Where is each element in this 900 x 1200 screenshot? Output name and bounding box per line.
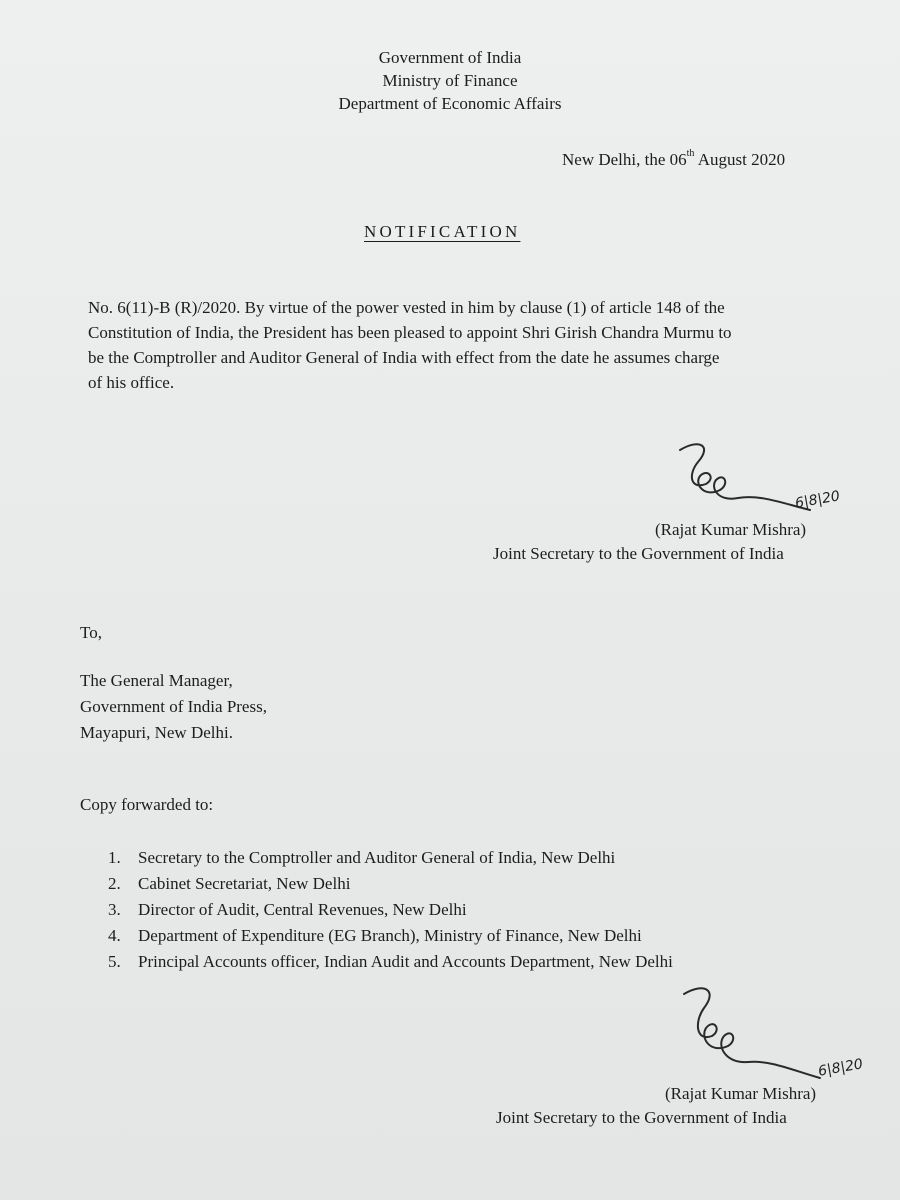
signatory-name-2: (Rajat Kumar Mishra)	[665, 1084, 817, 1103]
list-item-number: 1.	[108, 848, 121, 867]
signature-1-date: 6|8|20	[793, 488, 842, 512]
list-item-text: Secretary to the Comptroller and Auditor General of India, New Delhi	[138, 848, 616, 867]
letterhead-department: Department of Economic Affairs	[338, 94, 562, 113]
signatory-name-1: (Rajat Kumar Mishra)	[655, 520, 807, 539]
list-item	[108, 897, 673, 923]
body-line: be the Comptroller and Auditor General of India with effect from the date he assumes charge	[88, 348, 720, 367]
date-prefix: New Delhi, the 06	[562, 150, 687, 169]
copy-forwarded-label: Copy forwarded to:	[80, 795, 214, 814]
address-line: Government of India Press,	[80, 697, 267, 716]
signatory-title-2: Joint Secretary to the Government of India	[496, 1108, 787, 1127]
list-item-text: Director of Audit, Central Revenues, New Delhi	[138, 900, 467, 919]
letterhead-government: Government of India	[378, 48, 522, 67]
address-line: Mayapuri, New Delhi.	[80, 723, 233, 742]
handwritten-signature-1	[660, 432, 860, 522]
date-suffix: August 2020	[694, 150, 786, 169]
list-item-number: 4.	[108, 926, 121, 945]
issue-date	[562, 150, 785, 170]
list-item-text: Principal Accounts officer, Indian Audit and Accounts Department, New Delhi	[138, 952, 673, 971]
list-item-number: 3.	[108, 900, 121, 919]
signature-2-date: 6|8|20	[816, 1056, 865, 1080]
list-item-text: Department of Expenditure (EG Branch), Ministry of Finance, New Delhi	[138, 926, 642, 945]
body-line: Constitution of India, the President has been pleased to appoint Shri Girish Chandra Murmu to	[88, 323, 732, 342]
body-line: of his office.	[88, 373, 175, 392]
signatory-title-1: Joint Secretary to the Government of India	[493, 544, 784, 563]
notification-body	[88, 295, 838, 395]
address-line: The General Manager,	[80, 671, 233, 690]
list-item-number: 2.	[108, 874, 121, 893]
letterhead-ministry: Ministry of Finance	[382, 71, 518, 90]
list-item	[108, 845, 673, 871]
list-item-text: Cabinet Secretariat, New Delhi	[138, 874, 351, 893]
copy-forwarded-list	[108, 845, 673, 975]
notification-title: NOTIFICATION	[364, 222, 521, 241]
body-line: No. 6(11)-B (R)/2020. By virtue of the power vested in him by clause (1) of article 148 of the	[88, 298, 725, 317]
list-item	[108, 923, 673, 949]
list-item-number: 5.	[108, 952, 121, 971]
letterhead	[0, 46, 900, 115]
list-item	[108, 871, 673, 897]
to-label: To,	[80, 623, 102, 642]
list-item	[108, 949, 673, 975]
recipient-address	[80, 668, 267, 746]
date-ordinal: th	[686, 148, 695, 159]
